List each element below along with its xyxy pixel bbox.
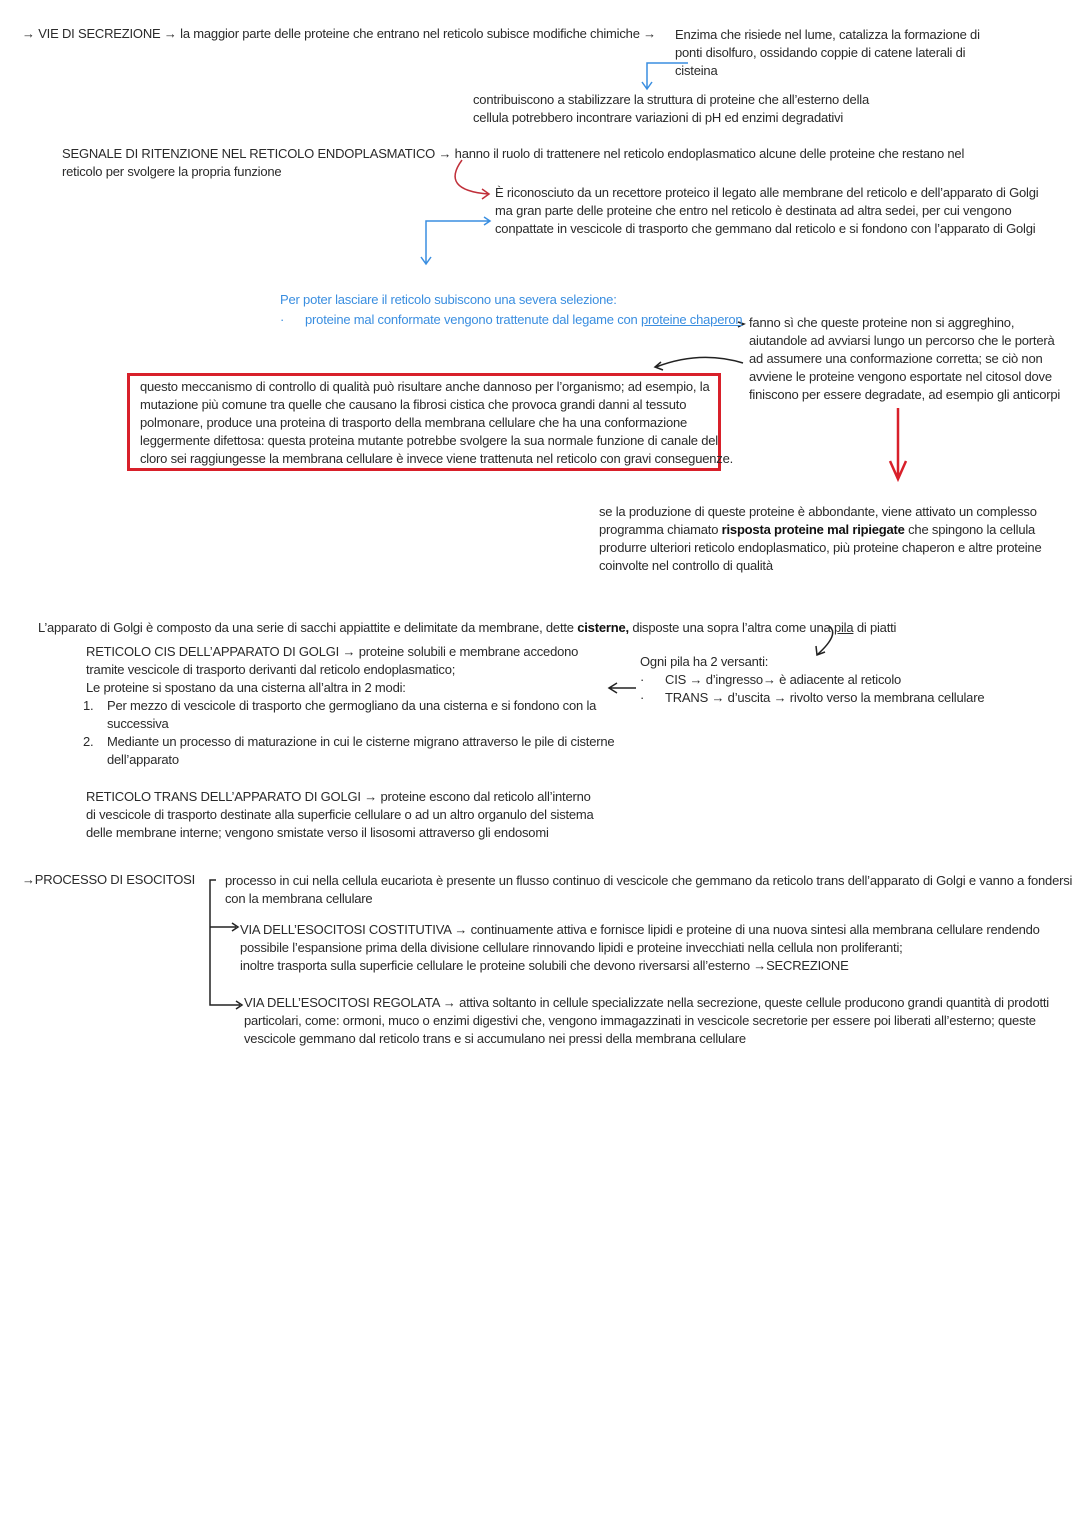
- secretion-header: → VIE DI SECREZIONE → la maggior parte delle proteine che entrano nel reticolo subisce modifiche chimiche →: [22, 26, 656, 41]
- pila-term: pila: [833, 620, 854, 635]
- text-span: Mediante un processo di maturazione in cui le cisterne migrano attraverso le pile di cisterne: [107, 734, 615, 749]
- text-line: ma gran parte delle proteine che entro nel reticolo è destinata ad altra sedei, per cui vengono: [495, 203, 1012, 218]
- text-line: di vescicole di trasporto destinate alla superficie cellulare o ad un altro organulo del sistema: [86, 807, 594, 822]
- chaperon-link: proteine chaperon: [641, 312, 743, 327]
- trans-golgi: [86, 788, 594, 842]
- text-line: Enzima che risiede nel lume, catalizza la formazione di: [675, 27, 980, 42]
- exocytosis-desc: [225, 872, 1072, 908]
- blue-arrow-golgi: [421, 217, 490, 264]
- text-line: vescicole gemmano dal reticolo trans e si accumulano nei pressi della membrana cellulare: [244, 1031, 746, 1046]
- text-line: mutazione più comune tra quelle che causano la fibrosi cistica che provoca grandi danni al tessuto: [140, 397, 687, 412]
- text-line: ponti disolfuro, ossidando coppie di catene laterali di: [675, 45, 966, 60]
- text-line: Le proteine si spostano da una cisterna all’altra in 2 modi:: [86, 680, 406, 695]
- text-line: conpattate in vescicole di trasporto che gemmano dal reticolo e si fondono con l’apparato di Golgi: [495, 221, 1036, 236]
- text-line: avviene le proteine vengono esportate nel citosol dove: [749, 369, 1052, 384]
- text-line: tramite vescicole di trasporto derivanti dal reticolo endoplasmatico;: [86, 662, 456, 677]
- text-line: RETICOLO TRANS DELL’APPARATO DI GOLGI → proteine escono dal reticolo all’interno: [86, 789, 591, 804]
- pile-title: Ogni pila ha 2 versanti:: [640, 654, 769, 669]
- regulated-exocytosis: [244, 994, 1049, 1048]
- text-span: di piatti: [853, 620, 897, 635]
- text-line: successiva: [107, 716, 169, 731]
- enzyme-note: [675, 26, 980, 80]
- text-line: RETICOLO CIS DELL’APPARATO DI GOLGI → proteine solubili e membrane accedono: [86, 644, 579, 659]
- text-line: cisteina: [675, 63, 718, 78]
- text-line: possibile l’espansione prima della divisione cellulare rinnovando lipidi e proteine invecchiati nella cellula non proliferanti;: [240, 940, 903, 955]
- text-span: L’apparato di Golgi è composto da una serie di sacchi appiattite e delimitate da membrane, dette: [38, 620, 578, 635]
- text-line: particolari, come: ormoni, muco o enzimi digestivi che, vengono immagazzinati in vescicole secretorie per essere poi liberati all’esterno; queste: [244, 1013, 1036, 1028]
- text-line: dell’apparato: [107, 752, 179, 767]
- text-line: fanno sì che queste proteine non si aggreghino,: [749, 315, 1015, 330]
- text-span: TRANS → d’uscita → rivolto verso la membrana cellulare: [665, 690, 985, 705]
- key-term: cisterne,: [577, 620, 629, 635]
- text-line: polmonare, produce una proteina di trasporto della membrana cellulare che ha una conformazione: [140, 415, 688, 430]
- retention-signal: [62, 145, 964, 181]
- text-line: finiscono per essere degradate, ad esempio gli anticorpi: [749, 387, 1061, 402]
- key-term: risposta proteine mal ripiegate: [721, 522, 905, 537]
- text-line: contribuiscono a stabilizzare la struttura di proteine che all’esterno della: [473, 92, 869, 107]
- unfolded-response-note: [599, 503, 1041, 575]
- pile-item-cis: · CIS → d’ingresso→ è adiacente al reticolo: [640, 672, 902, 687]
- text-line: VIA DELL’ESOCITOSI REGOLATA → attiva soltanto in cellule specializzate nella secrezione, queste cellule producono grandi quantità di prodotti: [244, 995, 1049, 1010]
- chaperon-note: [749, 314, 1060, 404]
- text-line: VIA DELL’ESOCITOSI COSTITUTIVA → continuamente attiva e fornisce lipidi e proteine di una nuova sintesi alla membrana cellulare rendendo: [240, 922, 1040, 937]
- text-line: ad assumere una conformazione corretta; se ciò non: [749, 351, 1043, 366]
- pile-sides: [640, 653, 984, 707]
- mode-2: [83, 733, 614, 769]
- text-line: coinvolte nel controllo di qualità: [599, 558, 773, 573]
- text-line: aiutandole ad avviarsi lungo un percorso che le porterà: [749, 333, 1055, 348]
- text-line: cellula potrebbero incontrare variazioni di pH ed enzimi degradativi: [473, 110, 844, 125]
- cis-text: [86, 643, 614, 697]
- text-span: disposte una sopra l’altra come una: [628, 620, 834, 635]
- pile-item-trans: · TRANS → d’uscita → rivolto verso la membrana cellulare: [640, 690, 985, 705]
- text-line: [599, 521, 1041, 539]
- text-line: questo meccanismo di controllo di qualità può risultare anche dannoso per l’organismo; ad esempio, la: [140, 379, 710, 394]
- text-line: con la membrana cellulare: [225, 891, 373, 906]
- black-arrow-to-box: [655, 357, 743, 370]
- golgi-intro: [38, 619, 896, 637]
- text-line: processo in cui nella cellula eucariota è presente un flusso continuo di vescicole che gemmano da reticolo trans dell’apparato di Golgi e vanno a fondersi: [225, 873, 1073, 888]
- stabilize-note: [473, 91, 869, 127]
- fibrosis-callout-text: [140, 378, 733, 468]
- text-span: che spingono la cellula: [904, 522, 1036, 537]
- mode-1: [83, 697, 614, 733]
- text-line: cloro sei raggiungesse la membrana cellulare è invece viene trattenuta nel reticolo con gravi conseguenze.: [140, 451, 734, 466]
- text-line: SEGNALE DI RITENZIONE NEL RETICOLO ENDOPLASMATICO → hanno il ruolo di trattenere nel reticolo endoplasmatico alcune delle proteine che restano nel: [62, 146, 965, 161]
- text-line: reticolo per svolgere la propria funzione: [62, 164, 282, 179]
- text-line: inoltre trasporta sulla superficie cellulare le proteine solubili che devono riversarsi all’esterno →SECREZIONE: [240, 958, 849, 973]
- text-line: se la produzione di queste proteine è abbondante, viene attivato un complesso: [599, 504, 1037, 519]
- text-line: produrre ulteriori reticolo endoplasmatico, più proteine chaperon e altre proteine: [599, 540, 1042, 555]
- selection-bullet: · proteine mal conformate vengono trattenute dal legame con proteine chaperon: [280, 312, 743, 327]
- text-span: Per mezzo di vescicole di trasporto che germogliano da una cisterna e si fondono con la: [107, 698, 597, 713]
- text-line: leggermente difettosa: questa proteina mutante potrebbe svolgere la sua normale funzione di canale del: [140, 433, 718, 448]
- cis-golgi: [83, 643, 615, 769]
- text-line: È riconosciuto da un recettore proteico il legato alle membrane del reticolo e dell’apparato di Golgi: [495, 185, 1039, 200]
- text-span: programma chiamato: [599, 522, 722, 537]
- list-number: 2.: [83, 734, 94, 749]
- selection-title: Per poter lasciare il reticolo subiscono una severa selezione:: [280, 292, 617, 307]
- receptor-note: [495, 184, 1038, 238]
- text-span: CIS → d’ingresso→ è adiacente al reticolo: [665, 672, 902, 687]
- exocytosis-title: →PROCESSO DI ESOCITOSI: [22, 872, 196, 887]
- constitutive-exocytosis: [240, 921, 1040, 975]
- list-number: 1.: [83, 698, 94, 713]
- red-arrow-down: [890, 408, 906, 479]
- text-line: delle membrane interne; vengono smistate verso il lisosomi attraverso gli endosomi: [86, 825, 549, 840]
- bullet-text: proteine mal conformate vengono trattenute dal legame con: [305, 312, 638, 327]
